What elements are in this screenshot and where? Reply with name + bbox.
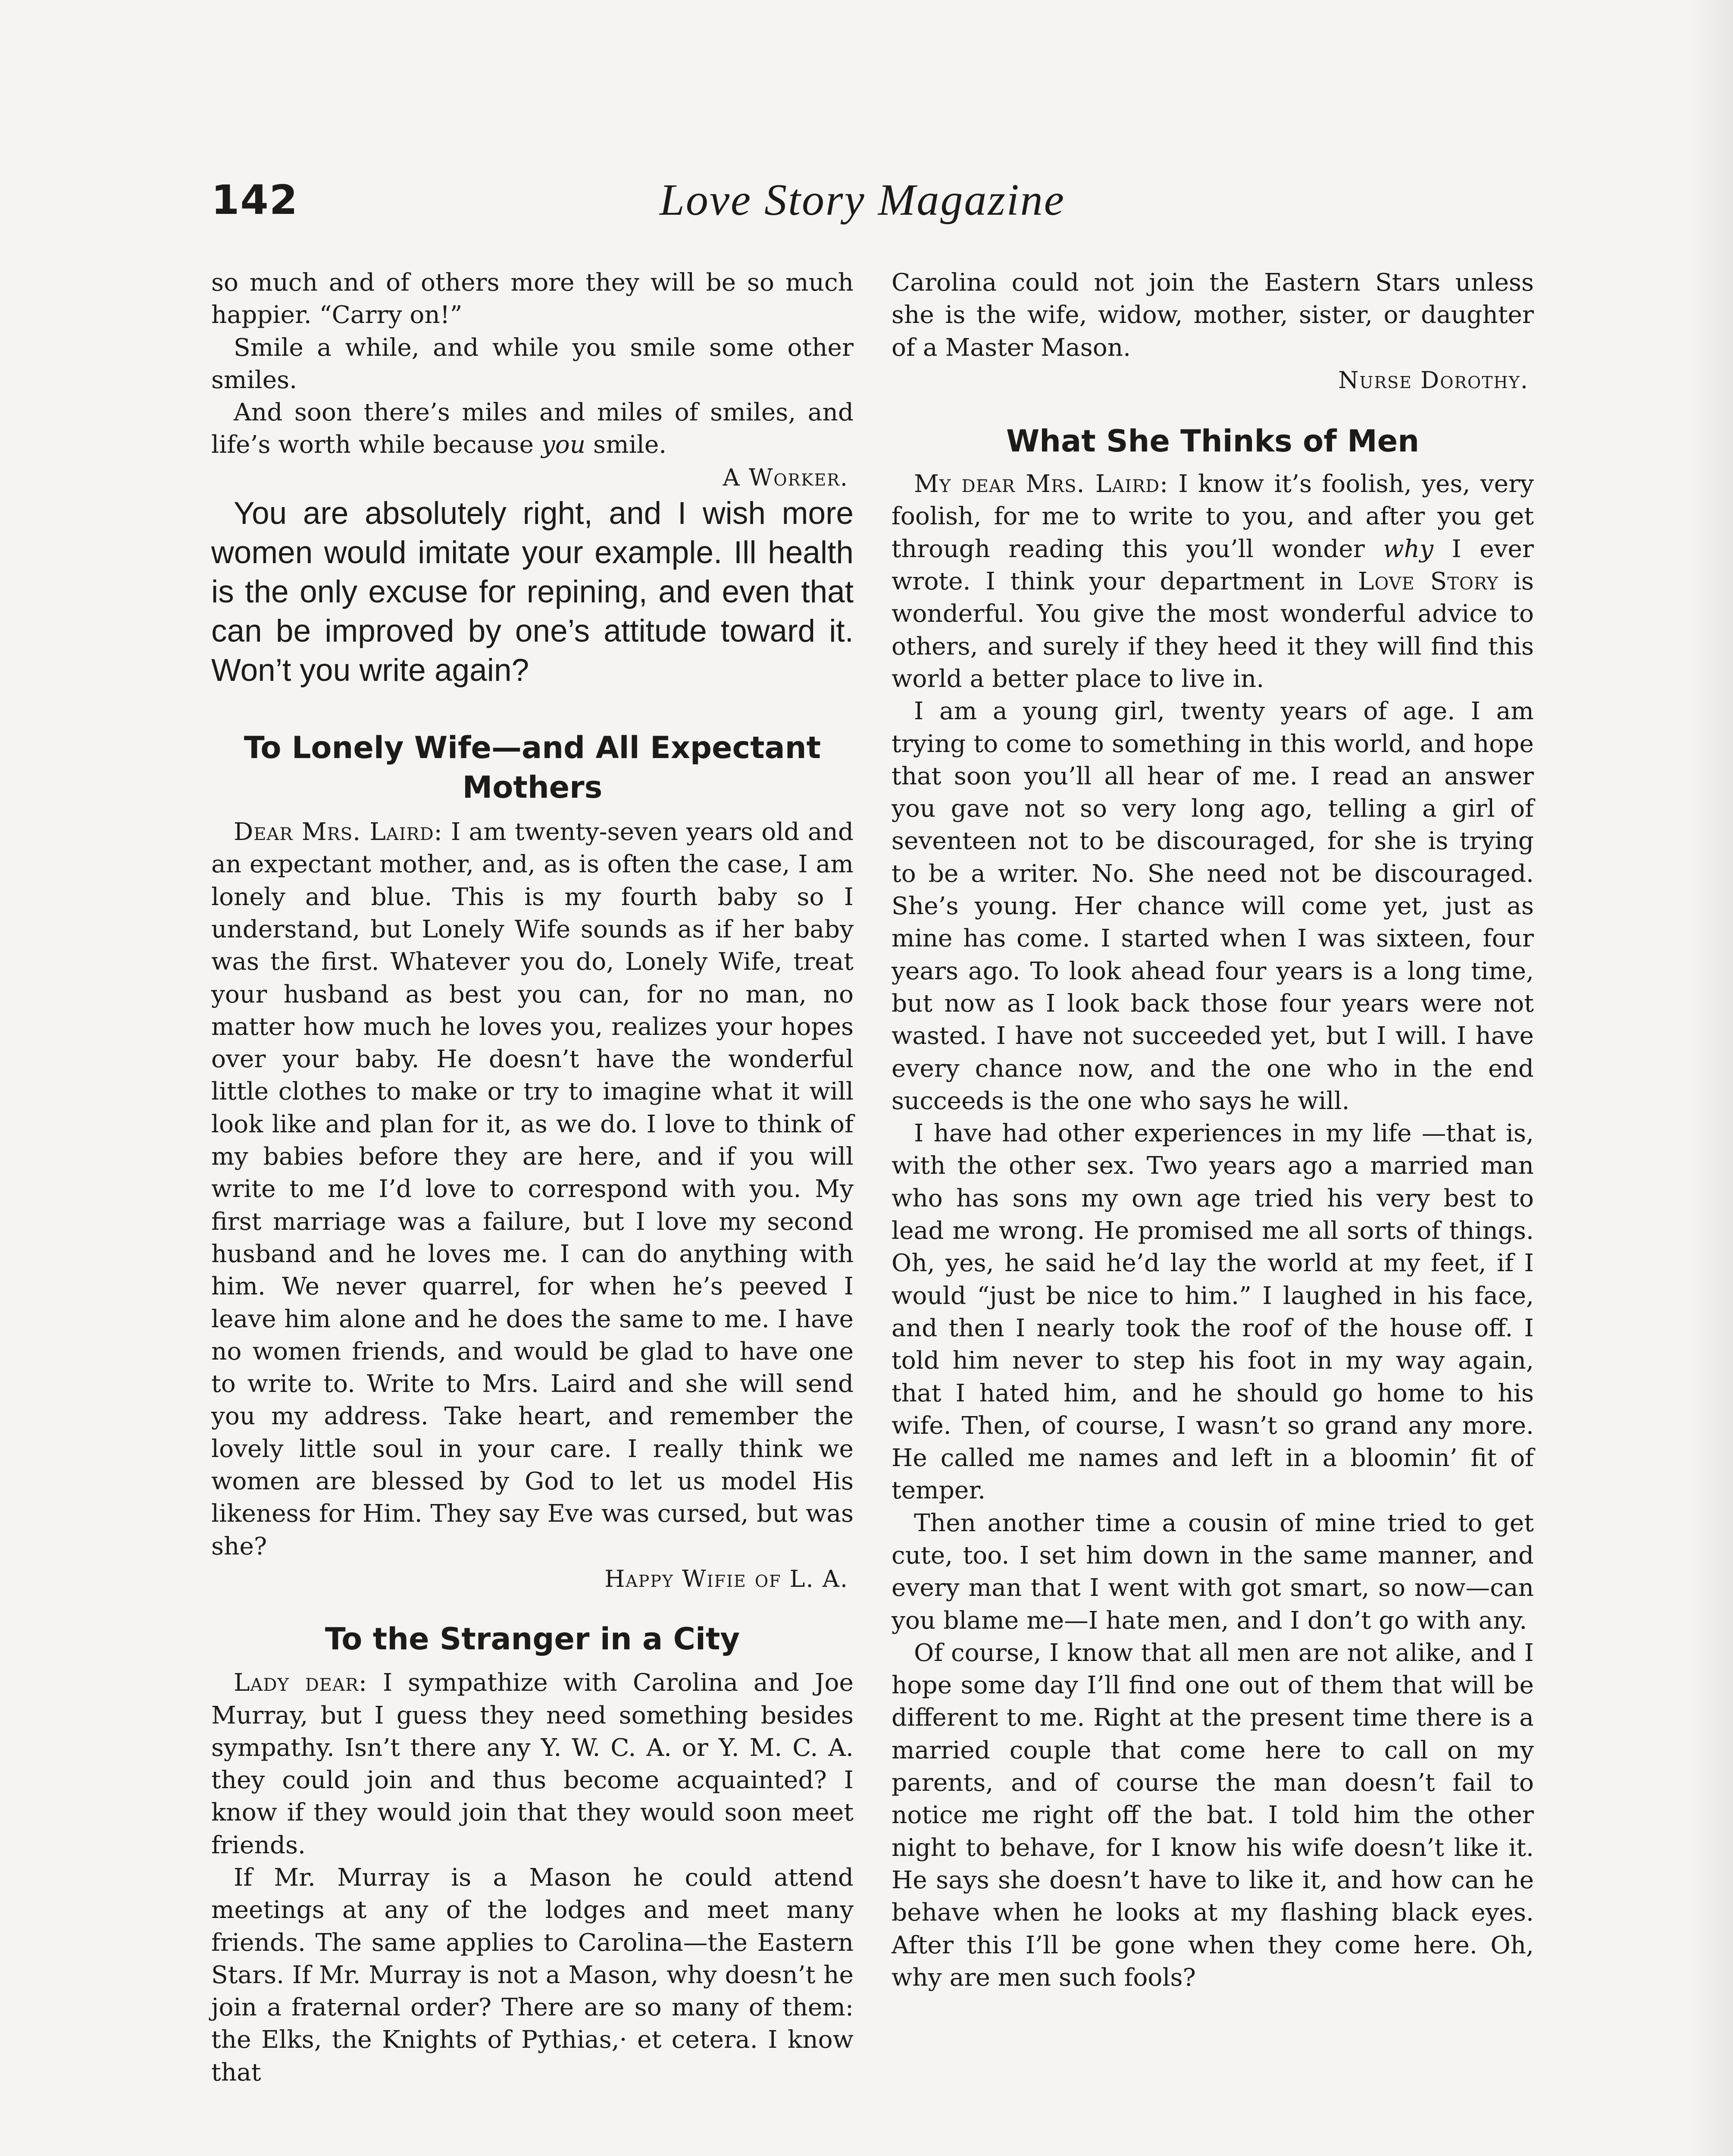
- text-run: I sympathize with Carolina and Joe Murray, but I guess they need something besides sympathy. Isn’t there any Y. W. C. A. or Y. M. C. A. they could join and thus become acquainted? I know if they would join that they would soon meet friends.: [211, 1669, 854, 1859]
- editor-reply: You are absolutely right, and I wish more women would imitate your example. Ill health is the only excuse for repining, and even that can be improved by one’s attitude toward it. Won’t you write again?: [211, 496, 854, 688]
- letter-continuation-paragraph: [211, 396, 854, 461]
- magazine-title: Love Story Magazine: [660, 175, 1065, 225]
- page-header: [211, 177, 1509, 246]
- letter-signature: A Worker.: [723, 464, 848, 491]
- salutation: Dear Mrs. Laird:: [234, 818, 443, 846]
- letter-body: I have had other experiences in my life —that is, with the other sex. Two years ago a married man who has sons my own age tried his very best to lead me wrong. He promised me all sorts of things. Oh, yes, he said he’d lay the world at my feet, if I would “just be nice to him.” I laughed in his face, and then I nearly took the roof of the house off. I told him never to step his foot in my way again, that I hated him, and he should go home to his wife. Then, of course, I wasn’t so grand any more. He called me names and left in a bloomin’ fit of temper.: [892, 1119, 1534, 1505]
- letter-body: Then another time a cousin of mine tried to get cute, too. I set him down in the same manner, and every man that I went with got smart, so now—can you blame me—I hate men, and I don’t go with any.: [892, 1509, 1534, 1635]
- right-column: [892, 266, 1534, 1994]
- page-number: 142: [211, 177, 299, 224]
- text-run: smile.: [585, 431, 667, 459]
- text-run: I am twenty-seven years old and an expectant mother, and, as is often the case, I am lonely and blue. This is my fourth baby so I understand, but Lonely Wife sounds as if her baby was the first. Whatever you do, Lonely Wife, treat your husband as best you can, for no man, no matter how much he loves you, realizes your hopes over your baby. He doesn’t have the wonderful little clothes to make or try to imagine what it will look like and plan for it, as we do. I love to think of my babies before they are here, and if you will write to me I’d love to correspond with you. My first marriage was a failure, but I love my second husband and he loves me. I can do anything with him. We never quarrel, for when he’s peeved I leave him alone and he does the same to me. I have no women friends, and would be glad to have one to write to. Write to Mrs. Laird and she will send you my address. Take heart, and remember the lovely little soul in your care. I really think we women are blessed by God to let us model His likeness for Him. They say Eve was cursed, but was she?: [211, 818, 854, 1561]
- text-run: I know it’s foolish, yes, very foolish, for me to write to you, and after you get through reading this you’ll wonder: [892, 470, 1534, 563]
- salutation: Lady dear:: [234, 1669, 368, 1697]
- letter-signature: Nurse Dorothy.: [1338, 366, 1529, 394]
- page-edge-shadow: [1690, 0, 1733, 2156]
- letter-body: [211, 1667, 854, 1861]
- letter-body: [892, 468, 1534, 695]
- letter-continuation-paragraph: so much and of others more they will be so much happier. “Carry on!”: [211, 269, 854, 329]
- salutation: My dear Mrs. Laird:: [914, 470, 1169, 498]
- magazine-name-text: Love Story: [1358, 567, 1499, 596]
- left-column: [211, 266, 854, 2089]
- letter-signature: Happy Wifie of L. A.: [604, 1565, 848, 1592]
- letter-heading: To the Stranger in a City: [325, 1621, 740, 1657]
- letter-continuation-paragraph: Carolina could not join the Eastern Stars unless she is the wife, widow, mother, sister, or daughter of a Master Mason.: [892, 269, 1534, 362]
- letter-heading: What She Thinks of Men: [1006, 423, 1420, 459]
- letter-heading: To Lonely Wife—and All Expectant Mothers: [244, 730, 821, 805]
- italic-text: why: [1383, 535, 1433, 563]
- text-run: I ever wrote. I think your department in: [892, 535, 1534, 596]
- letter-body: I am a young girl, twenty years of age. I am trying to come to something in this world, and hope that soon you’ll all hear of me. I read an answer you gave not so very long ago, telling a girl of seventeen not to be discouraged, for she is trying to be a writer. No. She need not be discouraged. She’s young. Her chance will come yet, just as mine has come. I started when I was sixteen, four years ago. To look ahead four years is a long time, but now as I look back those four years were not wasted. I have not succeeded yet, but I will. I have every chance now, and the one who in the end succeeds is the one who says he will.: [892, 697, 1534, 1115]
- letter-body: [211, 816, 854, 1563]
- letter-body: Of course, I know that all men are not alike, and I hope some day I’ll find one out of them that will be different to me. Right at the present time there is a married couple that come here to call on my parents, and of course the man doesn’t fail to notice me right off the bat. I told him the other night to behave, for I know his wife doesn’t like it. He says she doesn’t have to like it, and how can he behave when he looks at my flashing black eyes. After this I’ll be gone when they come here. Oh, why are men such fools?: [892, 1639, 1534, 1992]
- italic-text: you: [541, 431, 586, 459]
- letter-continuation-paragraph: Smile a while, and while you smile some other smiles.: [211, 333, 854, 394]
- letter-body: If Mr. Murray is a Mason he could attend meetings at any of the lodges and meet many friends. The same applies to Carolina—the Eastern Stars. If Mr. Murray is not a Mason, why doesn’t he join a fraternal order? There are so many of them: the Elks, the Knights of Pythias,· et cetera. I know that: [211, 1863, 854, 2087]
- text-run: is wonderful. You give the most wonderful advice to others, and surely if they heed it they will find this world a better place to live in.: [892, 567, 1534, 693]
- text-run: And soon there’s miles and miles of smiles, and life’s worth while because: [211, 398, 854, 459]
